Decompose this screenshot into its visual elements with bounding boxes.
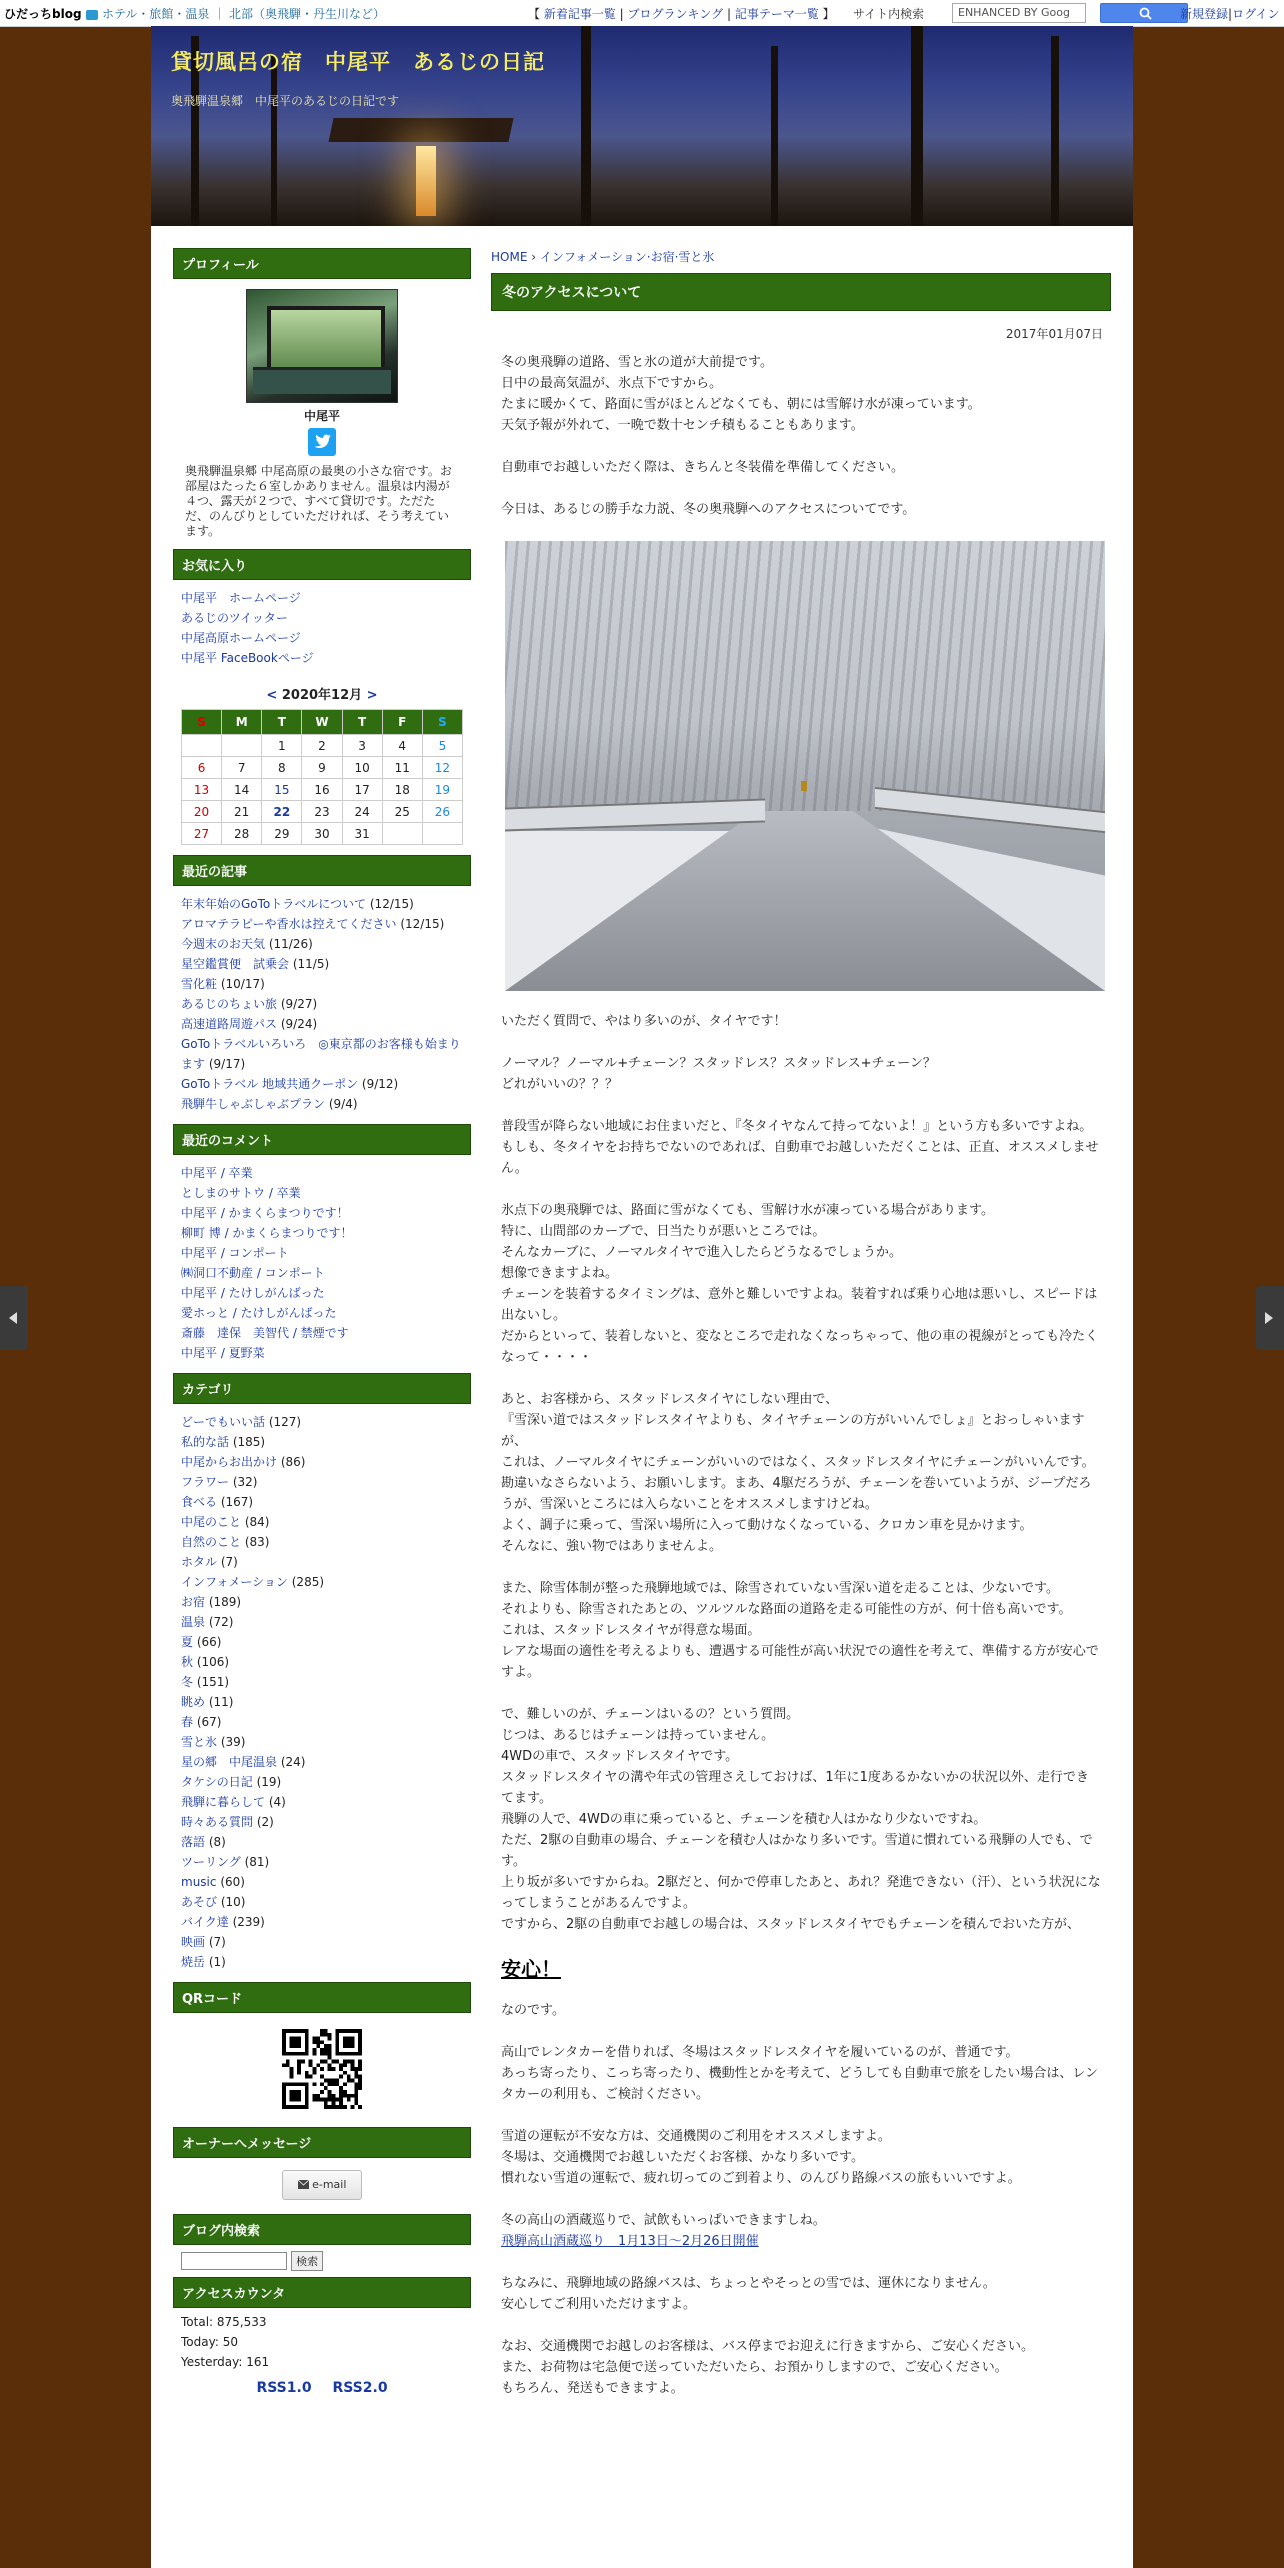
- counter-heading: アクセスカウンタ: [173, 2277, 471, 2308]
- calendar-day: 10: [342, 757, 382, 779]
- entry-date: 2017年01月07日: [1005, 327, 1103, 341]
- entry-paragraph: ちなみに、飛騨地域の路線バスは、ちょっとやそっとの雪では、運休になりません。 安心してご利用いただけますよ。: [501, 2276, 996, 2312]
- category-count: (24): [280, 1755, 306, 1769]
- category-item: [181, 1872, 463, 1892]
- recent-comment-item: [181, 1183, 463, 1203]
- recent-comment-link[interactable]: ㈱洞口不動産 / コンポート: [181, 1266, 325, 1280]
- ranking-link[interactable]: ブログランキング: [627, 7, 724, 21]
- category-link[interactable]: music: [181, 1875, 217, 1889]
- recent-article-item: [181, 894, 463, 914]
- favorite-item: [181, 648, 463, 668]
- category-item: [181, 1412, 463, 1432]
- calendar-week-row: [182, 735, 463, 757]
- flag-icon: [86, 10, 98, 20]
- recent-article-item: [181, 954, 463, 974]
- category-item: [181, 1572, 463, 1592]
- recent-comment-item: [181, 1303, 463, 1323]
- category-link[interactable]: 秋: [181, 1655, 194, 1669]
- entry-paragraphs-before-photo: [501, 352, 1101, 520]
- recent-article-item: [181, 1074, 463, 1094]
- counter-total: Total: 875,533: [181, 2315, 267, 2329]
- category-link[interactable]: 中尾からお出かけ: [181, 1455, 278, 1469]
- calendar-day: [182, 735, 222, 757]
- calendar-weekday: T: [342, 710, 382, 735]
- calendar-weekday: S: [422, 710, 462, 735]
- calendar-day[interactable]: 22: [262, 801, 302, 823]
- category-item: [181, 1592, 463, 1612]
- favorite-link[interactable]: 中尾平 ホームページ: [181, 591, 301, 605]
- entry-paragraph: で、難しいのが、チェーンはいるの？という質問。 じつは、あるじはチェーンは持っていません。 4WDの車で、スタッドレスタイヤです。 スタッドレスタイヤの溝や年式の管理さえしておけば、1年に1度あるかないかの状況以外、走行できてます。 飛騨の人で、4WDの車に乗っていると、チェーンを積む人はかなり少ないですね。 ただ、2駆の自動車の場合、チェーンを積む人はかなり多いです。雪道に慣れている飛騨の人でも、です。 上り坂が多いですからね。2駆だと、何かで停車したあと、あれ？発進できない（汗）、という状況になってしまうことがあるんですよ。 ですから、2駆の自動車でお越しの場合は、スタッドレスタイヤでもチェーンを積んでおいた方が、: [501, 1707, 1101, 1932]
- recent-comment-item: [181, 1283, 463, 1303]
- entry-body: [491, 352, 1111, 2399]
- calendar-day: 4: [382, 735, 422, 757]
- recent-comment-link[interactable]: としまのサトウ / 卒業: [181, 1186, 301, 1200]
- calendar-title: [181, 684, 463, 703]
- blog-search-input[interactable]: [181, 2252, 287, 2270]
- recent-comment-link[interactable]: 柳町 博 / かまくらまつりです！: [181, 1226, 353, 1240]
- entry-big-heading: 安心！: [501, 1957, 561, 1981]
- recent-article-date: (11/5): [292, 957, 330, 971]
- rss2-link[interactable]: RSS2.0: [332, 2380, 388, 2396]
- category-count: (7): [208, 1935, 226, 1949]
- category-count: (1): [208, 1955, 226, 1969]
- breadcrumb-home[interactable]: HOME: [491, 250, 528, 264]
- category-item: [181, 1672, 463, 1692]
- profile-photo: [246, 289, 398, 403]
- recent-comments-box: [173, 1155, 471, 1373]
- category-link[interactable]: インフォメーション: [181, 1575, 288, 1589]
- access-counter: [173, 2308, 471, 2376]
- category-count: (86): [280, 1455, 306, 1469]
- category-link[interactable]: 落語: [181, 1835, 206, 1849]
- calendar-day: 27: [182, 823, 222, 845]
- recent-article-date: (9/17): [208, 1057, 246, 1071]
- recent-article-link[interactable]: GoToトラベルいろいろ ◎東京都のお客様も始まります: [181, 1037, 461, 1071]
- entry-paragraph: 高山でレンタカーを借りれば、冬場はスタッドレスタイヤを履いているのが、普通です。 あっち寄ったり、こっち寄ったり、機動性とかを考えて、どうしても自動車で旅をしたい場合は、レンタカーの利用も、ご検討ください。: [501, 2045, 1099, 2102]
- category-count: (167): [220, 1495, 254, 1509]
- category-link[interactable]: 焼岳: [181, 1955, 206, 1969]
- category-count: (60): [220, 1875, 245, 1889]
- recent-article-link[interactable]: 雪化粧: [181, 977, 218, 991]
- recent-article-item: [181, 1094, 463, 1114]
- category-item: [181, 1612, 463, 1632]
- recent-article-item: [181, 1014, 463, 1034]
- category-item: [181, 1632, 463, 1652]
- category-item: [181, 1492, 463, 1512]
- calendar-weekday: F: [382, 710, 422, 735]
- entry-paragraph: なのです。: [501, 2003, 565, 2018]
- category-link[interactable]: あそび: [181, 1895, 218, 1909]
- calendar-day: [382, 823, 422, 845]
- category-item: [181, 1512, 463, 1532]
- category-item: [181, 1432, 463, 1452]
- calendar-box: [173, 684, 471, 855]
- calendar-day: 9: [302, 757, 342, 779]
- calendar-weekday: W: [302, 710, 342, 735]
- calendar-day: 28: [222, 823, 262, 845]
- tree-silhouette: [271, 56, 277, 226]
- recent-comment-link[interactable]: 中尾平 / 夏野菜: [181, 1346, 265, 1360]
- category-link[interactable]: 中尾のこと: [181, 1515, 242, 1529]
- calendar-day: 26: [422, 801, 462, 823]
- message-heading: オーナーへメッセージ: [173, 2127, 471, 2158]
- calendar-day: [222, 735, 262, 757]
- recent-comments-heading: 最近のコメント: [173, 1124, 471, 1155]
- message-box: [173, 2158, 471, 2214]
- category-item: [181, 1652, 463, 1672]
- login-link[interactable]: ログイン: [1232, 7, 1280, 21]
- category-count: (11): [208, 1695, 234, 1709]
- calendar-day: 1: [262, 735, 302, 757]
- calendar-prev-link[interactable]: <: [266, 688, 278, 703]
- category-item: [181, 1952, 463, 1972]
- entry-paragraphs-after-photo: [501, 1011, 1101, 1935]
- entry-paragraph: あと、お客様から、スタッドレスタイヤにしない理由で、 『雪深い道ではスタッドレスタイヤよりも、タイヤチェーンの方がいいんでしょ』とおっしゃいますが、 これは、ノーマルタイヤにチェーンがいいのではなく、スタッドレスタイヤにチェーンがいいんです。 勘違いなさらないよう、お願いします。まあ、4駆だろうが、チェーンを巻いていようが、ジープだろうが、雪深いところには入らないことをオススメしますけどね。 よく、調子に乗って、雪深い場所に入って動けなくなっている、クロカン車を見かけます。 そんなに、強い物ではありませんよ。: [501, 1392, 1095, 1554]
- entry-paragraph: 冬の奥飛騨の道路、雪と氷の道が大前提です。 日中の最高気温が、氷点下ですから。 たまに暖かくて、路面に雪がほとんどなくても、朝には雪解け水が凍っています。 天気予報が外れて、一晩で数十センチ積もることもあります。: [501, 355, 981, 433]
- calendar-weekday: M: [222, 710, 262, 735]
- calendar-day: 14: [222, 779, 262, 801]
- recent-article-item: [181, 994, 463, 1014]
- favorite-link[interactable]: あるじのツイッター: [181, 611, 288, 625]
- calendar-day: 3: [342, 735, 382, 757]
- calendar-next-link[interactable]: >: [366, 688, 378, 703]
- category-link[interactable]: 温泉: [181, 1615, 206, 1629]
- category-item: [181, 1772, 463, 1792]
- tree-silhouette: [1051, 36, 1059, 226]
- next-page-arrow[interactable]: [1256, 1286, 1284, 1350]
- calendar-week-row: [182, 823, 463, 845]
- favorites-box: [173, 580, 471, 678]
- calendar-day: 29: [262, 823, 302, 845]
- counter-today: Today: 50: [181, 2335, 238, 2349]
- category-count: (19): [256, 1775, 282, 1789]
- calendar-day: 12: [422, 757, 462, 779]
- category-link[interactable]: ツーリング: [181, 1855, 241, 1869]
- calendar-day: 31: [342, 823, 382, 845]
- calendar-day: 18: [382, 779, 422, 801]
- calendar-day: 19: [422, 779, 462, 801]
- sidebar: [173, 248, 471, 2400]
- category-item: [181, 1532, 463, 1552]
- recent-comment-item: [181, 1203, 463, 1223]
- favorites-heading: お気に入り: [173, 549, 471, 580]
- recent-article-date: (9/24): [280, 1017, 318, 1031]
- calendar-day: 23: [302, 801, 342, 823]
- site-search-input[interactable]: ENHANCED BY Goog: [952, 3, 1086, 23]
- entry-paragraph: なお、交通機関でお越しのお客様は、バス停までお迎えに行きますから、ご安心ください。 また、お荷物は宅急便で送っていただいたら、お預かりしますので、ご安心ください。 もちろん、発送もできますよ。: [501, 2339, 1035, 2396]
- category-breadcrumb[interactable]: ホテル・旅館・温泉 ｜ 北部（奥飛騨・丹生川など）: [86, 5, 385, 22]
- entry-paragraph: 自動車でお越しいただく際は、きちんと冬装備を準備してください。: [501, 460, 905, 475]
- recent-article-item: [181, 914, 463, 934]
- category-count: (8): [208, 1835, 226, 1849]
- register-link[interactable]: 新規登録: [1180, 7, 1229, 21]
- calendar-day: 11: [382, 757, 422, 779]
- category-link[interactable]: 時々ある質問: [181, 1815, 254, 1829]
- category-link[interactable]: 夏: [181, 1635, 194, 1649]
- category-count: (39): [220, 1735, 246, 1749]
- counter-yesterday: Yesterday: 161: [181, 2355, 270, 2369]
- recent-comment-item: [181, 1263, 463, 1283]
- prev-page-arrow[interactable]: [0, 1286, 28, 1350]
- recent-article-link[interactable]: 高速道路周遊パス: [181, 1017, 278, 1031]
- recent-article-date: (9/4): [328, 1097, 358, 1111]
- blog-search-box: [173, 2245, 471, 2277]
- recent-article-item: [181, 934, 463, 954]
- recent-comment-item: [181, 1323, 463, 1343]
- category-link[interactable]: タケシの日記: [181, 1775, 253, 1789]
- category-link[interactable]: 春: [181, 1715, 194, 1729]
- recent-article-link[interactable]: 年末年始のGoToトラベルについて: [181, 897, 367, 911]
- new-articles-link[interactable]: 新着記事一覧: [543, 7, 616, 21]
- recent-comment-link[interactable]: 斎藤 達保 美智代 / 禁煙です: [181, 1326, 349, 1340]
- recent-article-link[interactable]: 星空鑑賞便 試乗会: [181, 957, 290, 971]
- recent-article-date: (12/15): [400, 917, 445, 931]
- favorite-link[interactable]: 中尾平 FaceBookページ: [181, 651, 314, 665]
- category-count: (151): [196, 1675, 230, 1689]
- category-link[interactable]: 自然のこと: [181, 1535, 242, 1549]
- calendar-weekday: S: [182, 710, 222, 735]
- calendar-day: 5: [422, 735, 462, 757]
- breadcrumb: HOME › インフォメーション·お宿·雪と氷: [491, 250, 715, 264]
- calendar-day: 8: [262, 757, 302, 779]
- recent-comment-link[interactable]: 愛ホっと / たけしがんばった: [181, 1306, 337, 1320]
- category-item: [181, 1792, 463, 1812]
- mail-icon: [298, 2180, 309, 2189]
- recent-article-date: (12/15): [369, 897, 414, 911]
- category-count: (83): [244, 1535, 270, 1549]
- recent-article-link[interactable]: アロマテラピーや香水は控えてください: [181, 917, 397, 931]
- recent-articles-heading: 最近の記事: [173, 855, 471, 886]
- tree-silhouette: [911, 26, 923, 226]
- category-count: (84): [244, 1515, 270, 1529]
- category-count: (7): [220, 1555, 238, 1569]
- recent-article-item: [181, 1034, 463, 1074]
- calendar-day: 24: [342, 801, 382, 823]
- category-count: (67): [196, 1715, 222, 1729]
- entry-paragraph: 雪道の運転が不安な方は、交通機関のご利用をオススメしますよ。 冬場は、交通機関でお越しいただくお客様、かなり多いです。 慣れない雪道の運転で、疲れ切ってのご到着より、のんびり路線バスの旅もいいですよ。: [501, 2129, 1021, 2186]
- blog-title[interactable]: 貸切風呂の宿 中尾平 あるじの日記: [171, 50, 545, 74]
- qr-code: [282, 2029, 362, 2109]
- page-container: [151, 26, 1133, 2568]
- category-link[interactable]: バイク達: [181, 1915, 229, 1929]
- rss-links: [173, 2380, 471, 2396]
- recent-article-link[interactable]: 今週末のお天気: [181, 937, 266, 951]
- entry-paragraph: 氷点下の奥飛騨では、路面に雪がなくても、雪解け水が凍っている場合があります。 特に、山間部のカーブで、日当たりが悪いところでは。 そんなカーブに、ノーマルタイヤで進入したらどうなるでしょうか。 想像できますよね。 チェーンを装着するタイミングは、意外と難しいですよね。装着すれば乗り心地は悪いし、スピードは出ないし。 だからといって、装着しないと、変なところで走れなくなっちゃって、他の車の視線がとっても冷たくなって・・・・: [501, 1203, 1099, 1365]
- themes-link[interactable]: 記事テーマ一覧: [734, 7, 819, 21]
- calendar-week-row: [182, 779, 463, 801]
- recent-comments-list: [181, 1163, 463, 1363]
- category-count: (4): [268, 1795, 286, 1809]
- sake-event-link[interactable]: 飛騨高山酒蔵巡り 1月13日～2月26日開催: [501, 2234, 759, 2249]
- entry-paragraph: 普段雪が降らない地域にお住まいだと、『冬タイヤなんて持ってないよ！』という方も多いですよね。 もしも、冬タイヤをお持ちでないのであれば、自動車でお越しいただくことは、正直、オススメしません。: [501, 1119, 1099, 1176]
- recent-comment-link[interactable]: 中尾平 / かまくらまつりです！: [181, 1206, 349, 1220]
- calendar-day: 25: [382, 801, 422, 823]
- recent-comment-link[interactable]: 中尾平 / 卒業: [181, 1166, 253, 1180]
- snowy-road-photo: [505, 541, 1105, 991]
- category-link[interactable]: 雪と氷: [181, 1735, 218, 1749]
- site-search-label: サイト内検索: [853, 7, 925, 21]
- arrow-left-icon: [8, 1312, 18, 1324]
- profile-box: [173, 279, 471, 549]
- calendar-week-row: [182, 801, 463, 823]
- main-content: [491, 248, 1111, 2420]
- recent-article-link[interactable]: あるじのちょい旅: [181, 997, 278, 1011]
- favorite-item: [181, 608, 463, 628]
- site-search-button[interactable]: [1100, 3, 1188, 23]
- favorite-item: [181, 628, 463, 648]
- tree-silhouette: [771, 46, 778, 226]
- recent-comment-item: [181, 1223, 463, 1243]
- calendar-day: 30: [302, 823, 342, 845]
- recent-article-date: (9/27): [280, 997, 318, 1011]
- category-count: (66): [196, 1635, 222, 1649]
- entry-paragraphs-end: [501, 2273, 1101, 2399]
- recent-comment-link[interactable]: 中尾平 / たけしがんばった: [181, 1286, 325, 1300]
- entry-paragraph: いただく質問で、やはり多いのが、タイヤです！: [501, 1014, 787, 1029]
- categories-heading: カテゴリ: [173, 1373, 471, 1404]
- recent-comment-link[interactable]: 中尾平 / コンポート: [181, 1246, 289, 1260]
- category-link[interactable]: 冬: [181, 1675, 194, 1689]
- blog-search-button[interactable]: 検索: [291, 2251, 323, 2271]
- profile-heading: プロフィール: [173, 248, 471, 279]
- category-item: [181, 1852, 463, 1872]
- calendar-day: 6: [182, 757, 222, 779]
- blog-header: [151, 26, 1133, 226]
- category-item: [181, 1472, 463, 1492]
- recent-article-date: (10/17): [220, 977, 265, 991]
- recent-articles-list: [181, 894, 463, 1114]
- category-count: (32): [232, 1475, 258, 1489]
- category-link[interactable]: 飛騨に暮らして: [181, 1795, 266, 1809]
- category-link[interactable]: 私的な話: [181, 1435, 230, 1449]
- arrow-right-icon: [1264, 1312, 1274, 1324]
- category-link[interactable]: 星の郷 中尾温泉: [181, 1755, 278, 1769]
- category-link[interactable]: 食べる: [181, 1495, 218, 1509]
- calendar-day: 13: [182, 779, 222, 801]
- category-count: (10): [220, 1895, 246, 1909]
- email-button[interactable]: e-mail: [282, 2170, 362, 2200]
- calendar-day: 16: [302, 779, 342, 801]
- calendar-day: 17: [342, 779, 382, 801]
- search-icon: [1139, 7, 1152, 20]
- category-link[interactable]: どーでもいい話: [181, 1415, 266, 1429]
- favorite-link[interactable]: 中尾高原ホームページ: [181, 631, 301, 645]
- rss1-link[interactable]: RSS1.0: [256, 2380, 312, 2396]
- entry-paragraph: ノーマル？ノーマル+チェーン？スタッドレス？スタッドレス+チェーン？ どれがいいの？？？: [501, 1056, 936, 1092]
- entry-title[interactable]: 冬のアクセスについて: [491, 273, 1111, 311]
- categories-list: [181, 1412, 463, 1972]
- recent-comment-item: [181, 1243, 463, 1263]
- category-count: (106): [196, 1655, 230, 1669]
- recent-article-item: [181, 974, 463, 994]
- category-count: (2): [256, 1815, 274, 1829]
- category-link[interactable]: フラワー: [181, 1475, 230, 1489]
- recent-comment-item: [181, 1343, 463, 1363]
- category-count: (285): [291, 1575, 325, 1589]
- lamp-light: [416, 146, 436, 216]
- category-item: [181, 1552, 463, 1572]
- recent-article-date: (9/12): [361, 1077, 399, 1091]
- favorites-list: [181, 588, 463, 668]
- blog-search-heading: ブログ内検索: [173, 2214, 471, 2245]
- calendar-weekday-row: [182, 710, 463, 735]
- recent-article-link[interactable]: GoToトラベル 地域共通クーポン: [181, 1077, 359, 1091]
- recent-comment-item: [181, 1163, 463, 1183]
- top-links: 【 新着記事一覧 | ブログランキング | 記事テーマ一覧 】: [528, 7, 835, 21]
- category-count: (81): [244, 1855, 270, 1869]
- calendar-day: 7: [222, 757, 262, 779]
- category-item: [181, 1752, 463, 1772]
- calendar-day: 20: [182, 801, 222, 823]
- sake-paragraph: 冬の高山の酒蔵巡りで、試飲もいっぱいできますしね。 飛騨高山酒蔵巡り 1月13日～2月26日開催: [501, 2213, 826, 2249]
- category-item: [181, 1812, 463, 1832]
- entry-paragraphs-after-heading: [501, 2000, 1101, 2189]
- blog-subtitle: 奥飛騨温泉郷 中尾平のあるじの日記です: [171, 94, 400, 108]
- calendar-month: 2020年12月: [281, 688, 363, 703]
- tree-silhouette: [581, 26, 591, 226]
- twitter-icon[interactable]: [308, 428, 336, 456]
- recent-article-date: (11/26): [268, 937, 313, 951]
- recent-article-link[interactable]: 飛騨牛しゃぶしゃぶプラン: [181, 1097, 326, 1111]
- category-link[interactable]: 映画: [181, 1935, 206, 1949]
- blog-brand-link[interactable]: ひだっちblog: [4, 7, 82, 21]
- categories-box: [173, 1404, 471, 1982]
- profile-name: 中尾平: [303, 409, 340, 423]
- category-link[interactable]: ホタル: [181, 1555, 218, 1569]
- category-item: [181, 1892, 463, 1912]
- calendar-week-row: [182, 757, 463, 779]
- calendar-weekday: T: [262, 710, 302, 735]
- category-item: [181, 1932, 463, 1952]
- category-count: (72): [208, 1615, 234, 1629]
- category-count: (239): [232, 1915, 265, 1929]
- building-roof: [328, 118, 513, 142]
- favorite-item: [181, 588, 463, 608]
- recent-articles-box: [173, 886, 471, 1124]
- calendar-table: [181, 709, 463, 845]
- calendar-day[interactable]: 15: [262, 779, 302, 801]
- category-link[interactable]: お宿: [181, 1595, 206, 1609]
- category-count: (127): [268, 1415, 302, 1429]
- category-item: [181, 1732, 463, 1752]
- category-count: (185): [232, 1435, 266, 1449]
- entry-paragraph: また、除雪体制が整った飛騨地域では、除雪されていない雪深い道を走ることは、少ないです。 それよりも、除雪されたあとの、ツルツルな路面の道路を走る可能性の方が、何十倍も高いです。 これは、スタッドレスタイヤが得意な場面。 レアな場面の適性を考えるよりも、遭遇する可能性が高い状況での適性を考えて、準備する方が安心ですよ。: [501, 1581, 1099, 1680]
- category-item: [181, 1452, 463, 1472]
- entry-paragraph: 今日は、あるじの勝手な力説、冬の奥飛騨へのアクセスについてです。: [501, 502, 916, 517]
- category-item: [181, 1912, 463, 1932]
- qr-heading: QRコード: [173, 1982, 471, 2013]
- category-item: [181, 1692, 463, 1712]
- category-link[interactable]: 眺め: [181, 1695, 206, 1709]
- category-item: [181, 1832, 463, 1852]
- category-item: [181, 1712, 463, 1732]
- account-links: 新規登録|ログイン: [1180, 7, 1280, 21]
- calendar-day: 2: [302, 735, 342, 757]
- breadcrumb-categories[interactable]: インフォメーション·お宿·雪と氷: [539, 250, 715, 264]
- top-bar: [0, 0, 1284, 27]
- calendar-day: 21: [222, 801, 262, 823]
- profile-text: 奥飛騨温泉郷 中尾高原の最奥の小さな宿です。お部屋はたった６室しかありません。温泉は内湯が４つ、露天が２つで、すべて貸切です。ただただ、のんびりとしていただければ、そう考えています。: [185, 464, 452, 538]
- category-count: (189): [208, 1595, 242, 1609]
- calendar-day: [422, 823, 462, 845]
- qr-box: [173, 2013, 471, 2127]
